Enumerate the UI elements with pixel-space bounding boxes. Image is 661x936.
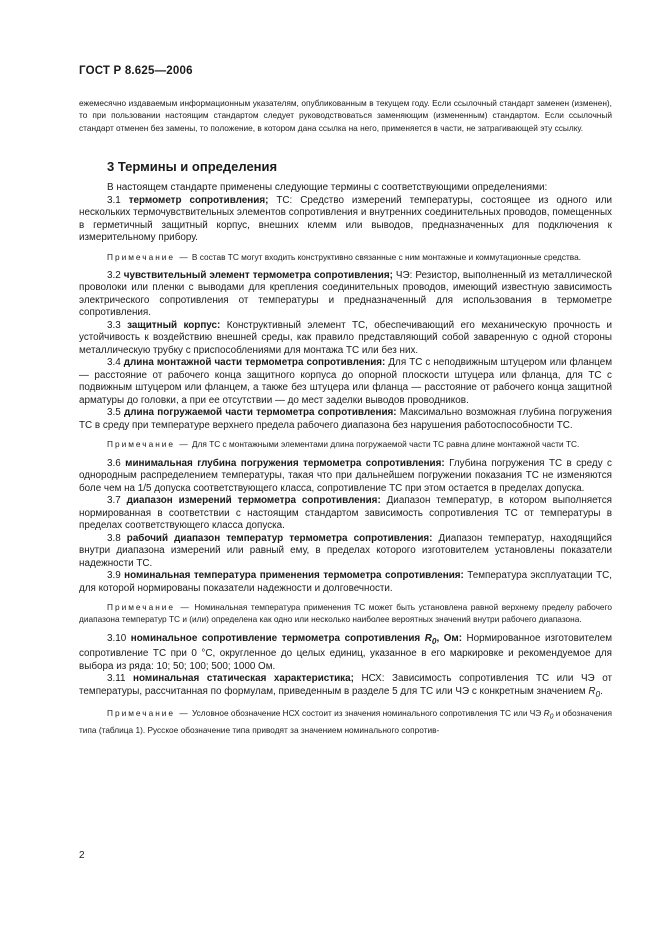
term: длина монтажной части термометра сопротивления: — [123, 357, 386, 369]
definition-3-7: 3.7 диапазон измерений термометра сопротивления: Диапазон температур, в котором выполняется нормированная в соответствии с настоящим стандартом зависимость сопротивления ТС от температуры в пределах соответствующего класса допуска. — [79, 495, 612, 532]
term: номинальная статическая характеристика; — [133, 673, 354, 685]
term: номинальное сопротивление термометра сопротивления $R_0$, Ом: — [130, 632, 462, 646]
term: термометр сопротивления; — [128, 194, 269, 206]
term: рабочий диапазон температур термометра сопротивления: — [126, 532, 433, 544]
section-title: 3 Термины и определения — [107, 159, 278, 174]
symbol-r0: $R_0$ — [424, 632, 437, 646]
term: чувствительный элемент термометра сопротивления; — [123, 269, 393, 281]
page-number: 2 — [79, 850, 85, 861]
term: защитный корпус: — [127, 319, 221, 331]
term: минимальная глубина погружения термометра сопротивления: — [125, 457, 445, 469]
definition-3-4: 3.4 длина монтажной части термометра сопротивления: Для ТС с неподвижным штуцером или фланцем — расстояние от рабочего конца защитного корпуса до опорной плоскости штуцера или фланца, для ТС с подвижным штуцером или фланцем, а также без штуцера или фланца — расстояние от рабочего конца защитной арматуры до головки, а при ее отсутствии — до мест заделки выводов проводников. — [79, 357, 612, 406]
term: диапазон измерений термометра сопротивления: — [126, 495, 381, 507]
note-4: Примечание — Условное обозначение НСХ состоит из значения номинального сопротивления ТС или ЧЭ $R_0$ и обозначения типа (таблица 1). Русское обозначение типа приводят за значением номинального сопротив- — [79, 708, 613, 736]
term: длина погружаемой части термометра сопротивления: — [123, 407, 397, 419]
lead-paragraph: В настоящем стандарте применены следующие термины с соответствующими определениями: — [107, 182, 548, 193]
definition-3-1: 3.1 термометр сопротивления; ТС: Средство измерений температуры, состоящее из одного или нескольких термочувствительных элементов сопротивления и внутренних соединительных проводов, помещенных в герметичный защитный корпус, внешних клемм или выводов, предназначенных для подключения к измерительному прибору. — [79, 194, 612, 243]
symbol-r0: $R_0$ — [543, 708, 554, 721]
definition-3-8: 3.8 рабочий диапазон температур термометра сопротивления: Диапазон температур, находящийся внутри диапазона измерений или равный ему, в пределах которого изготовителем установлены показатели надежности ТС. — [79, 532, 612, 569]
note-1: Примечание — В состав ТС могут входить конструктивно связанные с ним монтажные и коммутационные средства. — [107, 251, 582, 262]
intro-paragraph: ежемесячно издаваемым информационным указателям, опубликованным в текущем году. Если ссылочный стандарт заменен (изменен), то при пользовании настоящим стандартом следует руководствоваться заменяющим (измененным) стандартом. Если ссылочный стандарт отменен без замены, то положение, в котором дана ссылка на него, применяется в части, не затрагивающей эту ссылку. — [79, 98, 612, 133]
document-header: ГОСТ Р 8.625—2006 — [79, 65, 193, 77]
note-2: Примечание — Для ТС с монтажными элементами длина погружаемой части ТС равна длине монтажной части ТС. — [107, 439, 580, 450]
definition-3-5: 3.5 длина погружаемой части термометра сопротивления: Максимально возможная глубина погружения ТС в среду при температуре верхнего предела рабочего диапазона без нарушения работоспособности ТС. — [79, 407, 612, 431]
definitions-body — [79, 182, 612, 736]
definition-3-10: 3.10 номинальное сопротивление термометра сопротивления $R_0$, Ом: Нормированное изготовителем сопротивление ТС при 0 °С, округленное до целых единиц, указанное в его маркировке и рекомендуемое для выбора из ряда: 10; 50; 100; 500; 1000 Ом. — [79, 632, 612, 672]
definition-3-6: 3.6 минимальная глубина погружения термометра сопротивления: Глубина погружения ТС в среду с однородным распределением температуры, такая что при дальнейшем погружении показания ТС не изменяются боле чем на 1/5 допуска соответствующего класса, сопротивление ТС при этом остается в пределах допуска. — [79, 457, 612, 494]
symbol-r0: $R_0$ — [588, 685, 601, 699]
definition-3-3: 3.3 защитный корпус: Конструктивный элемент ТС, обеспечивающий его механическую прочность и устойчивость к воздействию внешней среды, как правило представляющий собой заваренную с одной стороны металлическую трубку с приспособлениями для монтажа ТС или без них. — [79, 319, 612, 356]
definition-3-11: 3.11 номинальная статическая характеристика; НСХ: Зависимость сопротивления ТС или ЧЭ от температуры, рассчитанная по формулам, приведенным в разделе 5 для ТС или ЧЭ с конкретным значением $R_0$. — [79, 673, 612, 699]
definition-3-9: 3.9 номинальная температура применения термометра сопротивления: Температура эксплуатации ТС, для которой нормированы показатели надежности и долговечности. — [79, 570, 613, 594]
note-3: Примечание — Номинальная температура применения ТС может быть установлена равной верхнему пределу рабочего диапазона температур ТС и (или) определена как одно или несколько наиболее вероятных значений внутри рабочего диапазона. — [79, 602, 612, 625]
term: номинальная температура применения термометра сопротивления: — [124, 570, 464, 582]
definition-3-2: 3.2 чувствительный элемент термометра сопротивления; ЧЭ: Резистор, выполненный из металлической проволоки или пленки с выводами для крепления соединительных проводов, имеющий известную зависимость электрического сопротивления от температуры и предназначенный для использования в термометре сопротивления. — [79, 269, 612, 319]
